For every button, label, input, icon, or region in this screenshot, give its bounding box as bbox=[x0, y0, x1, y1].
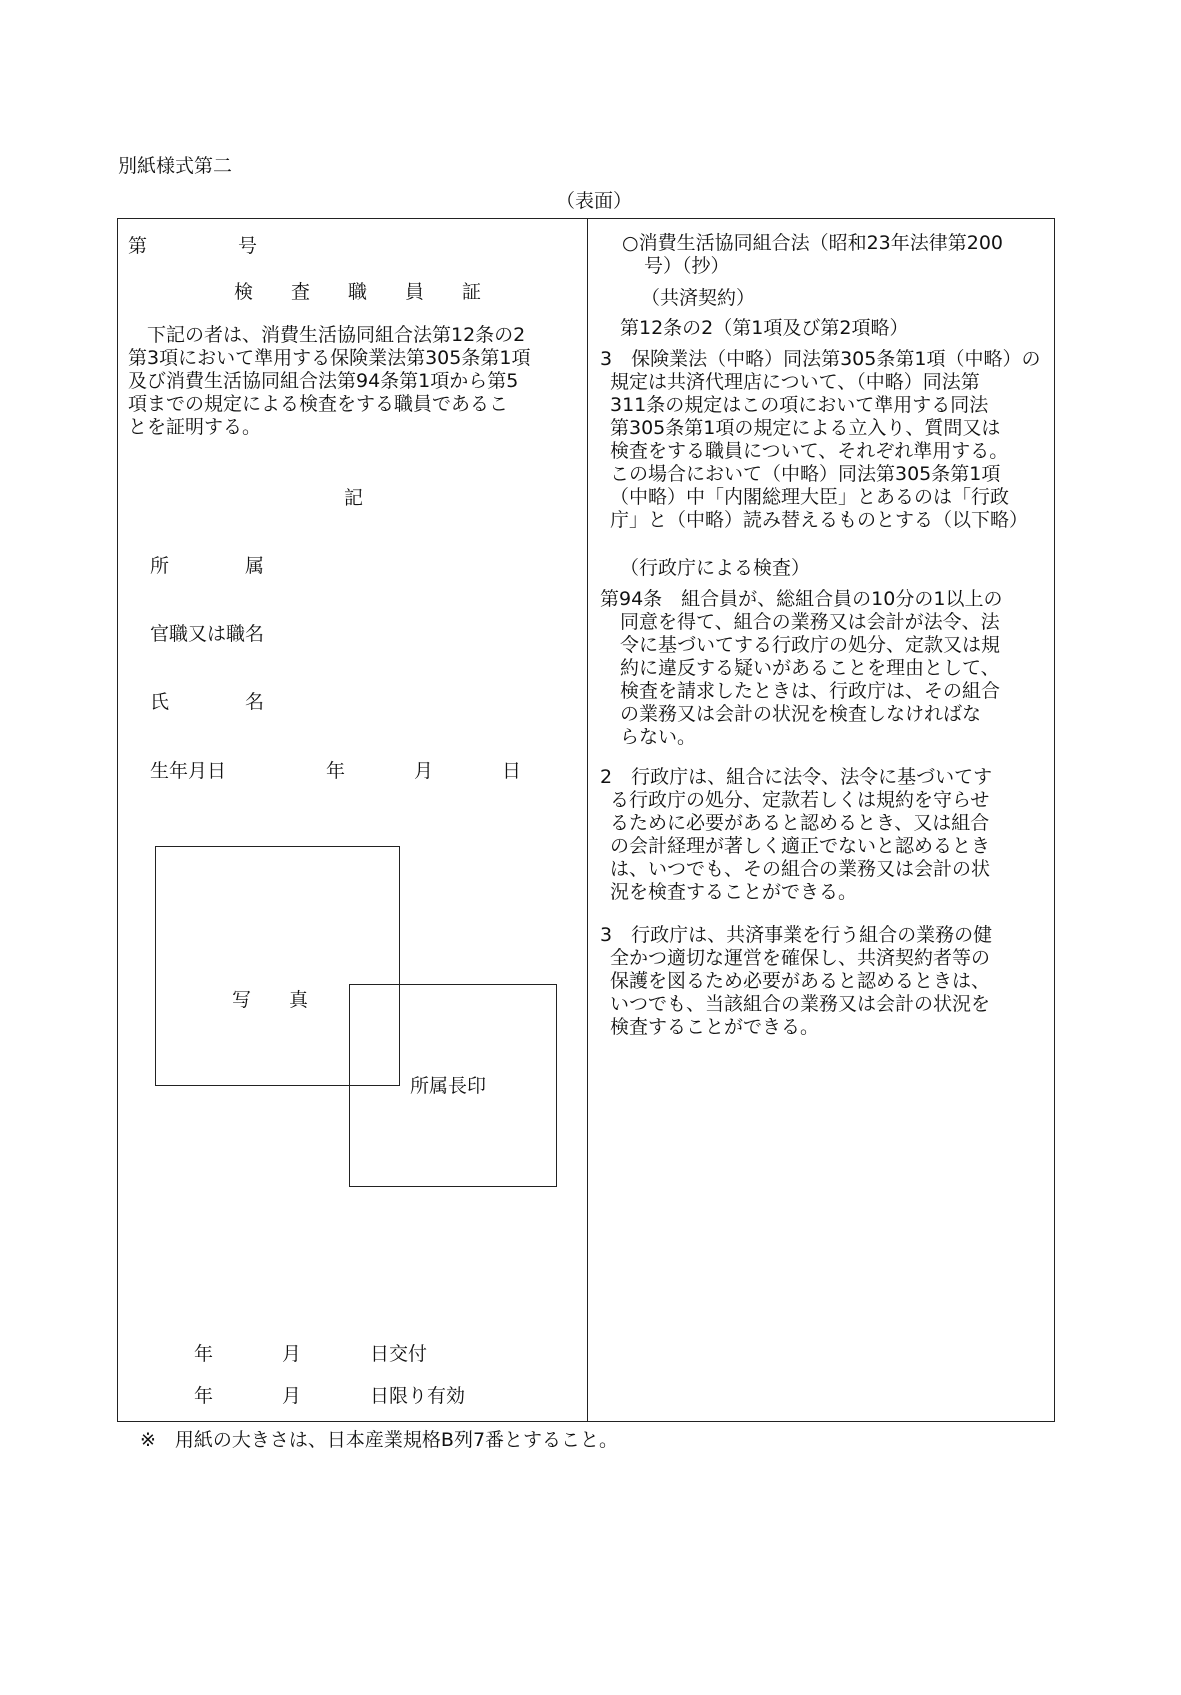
heading-mutual: （共済契約） bbox=[641, 287, 756, 309]
law-line: らない。 bbox=[620, 726, 697, 748]
valid-month: 月 bbox=[282, 1385, 302, 1407]
law-line: 全かつ適切な運営を確保し、共済契約者等の bbox=[610, 947, 991, 969]
column-divider bbox=[587, 218, 588, 1422]
article-94-paragraph-1 bbox=[600, 588, 1002, 749]
law-line: この場合において（中略）同法第305条第1項 bbox=[610, 463, 1001, 485]
heading-inspection: （行政庁による検査） bbox=[620, 557, 811, 579]
law-line: 保護を図るため必要があると認めるときは、 bbox=[610, 970, 991, 992]
face-label: （表面） bbox=[556, 190, 633, 212]
seal-label: 所属長印 bbox=[410, 1075, 487, 1097]
form-title: 別紙様式第二 bbox=[118, 155, 233, 177]
law-line: るために必要があると認めるとき、又は組合 bbox=[610, 812, 990, 834]
issued-month: 月 bbox=[282, 1343, 302, 1365]
field-birth-label: 生年月日 bbox=[150, 760, 227, 782]
law-line: 検査を請求したときは、行政庁は、その組合 bbox=[620, 680, 1001, 702]
law-line: 規定は共済代理店について、（中略）同法第 bbox=[610, 371, 980, 393]
law-line: いつでも、当該組合の業務又は会計の状況を bbox=[610, 993, 991, 1015]
law-title-line: 号）（抄） bbox=[644, 255, 730, 277]
card-title: 検 査 職 員 証 bbox=[234, 281, 482, 303]
number-suffix: 号 bbox=[238, 235, 258, 257]
article-94-paragraph-2 bbox=[600, 766, 992, 904]
article-12-2: 第12条の2（第1項及び第2項略） bbox=[620, 317, 909, 339]
law-title bbox=[622, 232, 1003, 278]
law-line: 3 保険業法（中略）同法第305条第1項（中略）の bbox=[600, 348, 1041, 370]
field-position: 官職又は職名 bbox=[150, 623, 265, 645]
field-birth-month: 月 bbox=[414, 760, 434, 782]
statement-line: とを証明する。 bbox=[128, 416, 262, 438]
statement-line: 下記の者は、消費生活協同組合法第12条の2 bbox=[128, 324, 526, 346]
statement-line: 第3項において準用する保険業法第305条第1項 bbox=[128, 347, 531, 369]
issued-year: 年 bbox=[194, 1343, 214, 1365]
field-affiliation: 所 属 bbox=[150, 555, 265, 577]
law-line: 第94条 組合員が、総組合員の10分の1以上の bbox=[600, 588, 1003, 610]
statement bbox=[128, 324, 530, 439]
footnote: ※ 用紙の大きさは、日本産業規格B列7番とすること。 bbox=[140, 1429, 619, 1451]
law-line: 約に違反する疑いがあることを理由として、 bbox=[620, 657, 1000, 679]
law-line: は、いつでも、その組合の業務又は会計の状 bbox=[610, 858, 991, 880]
field-name: 氏 名 bbox=[150, 691, 265, 713]
article-94-paragraph-3 bbox=[600, 924, 992, 1039]
law-line: 2 行政庁は、組合に法令、法令に基づいてす bbox=[600, 766, 993, 788]
law-line: 3 行政庁は、共済事業を行う組合の業務の健 bbox=[600, 924, 993, 946]
statement-line: 及び消費生活協同組合法第94条第1項から第5 bbox=[128, 370, 519, 392]
law-line: 況を検査することができる。 bbox=[610, 881, 858, 903]
law-line: 令に基づいてする行政庁の処分、定款又は規 bbox=[620, 634, 1001, 656]
ki-label: 記 bbox=[344, 487, 364, 509]
law-line: 検査することができる。 bbox=[610, 1016, 820, 1038]
law-line: の業務又は会計の状況を検査しなければな bbox=[620, 703, 982, 725]
issued-day: 日交付 bbox=[370, 1343, 428, 1365]
law-line: 311条の規定はこの項において準用する同法 bbox=[610, 394, 989, 416]
law-line: の会計経理が著しく適正でないと認めるとき bbox=[610, 835, 991, 857]
law-line: 同意を得て、組合の業務又は会計が法令、法 bbox=[620, 611, 1000, 633]
article-12-2-paragraph-3 bbox=[600, 348, 1040, 532]
law-title-line: ○消費生活協同組合法（昭和23年法律第200 bbox=[622, 232, 1004, 254]
field-birth-day: 日 bbox=[502, 760, 522, 782]
number-prefix: 第 bbox=[128, 235, 148, 257]
law-line: 第305条第1項の規定による立入り、質問又は bbox=[610, 417, 1001, 439]
law-line: る行政庁の処分、定款若しくは規約を守らせ bbox=[610, 789, 990, 811]
photo-label: 写 真 bbox=[232, 989, 309, 1011]
law-line: 庁」と（中略）読み替えるものとする（以下略） bbox=[610, 509, 1029, 531]
law-line: 検査をする職員について、それぞれ準用する。 bbox=[610, 440, 1009, 462]
valid-day: 日限り有効 bbox=[370, 1385, 466, 1407]
field-birth-year: 年 bbox=[326, 760, 346, 782]
statement-line: 項までの規定による検査をする職員であるこ bbox=[128, 393, 509, 415]
law-line: （中略）中「内閣総理大臣」とあるのは「行政 bbox=[610, 486, 1010, 508]
valid-year: 年 bbox=[194, 1385, 214, 1407]
